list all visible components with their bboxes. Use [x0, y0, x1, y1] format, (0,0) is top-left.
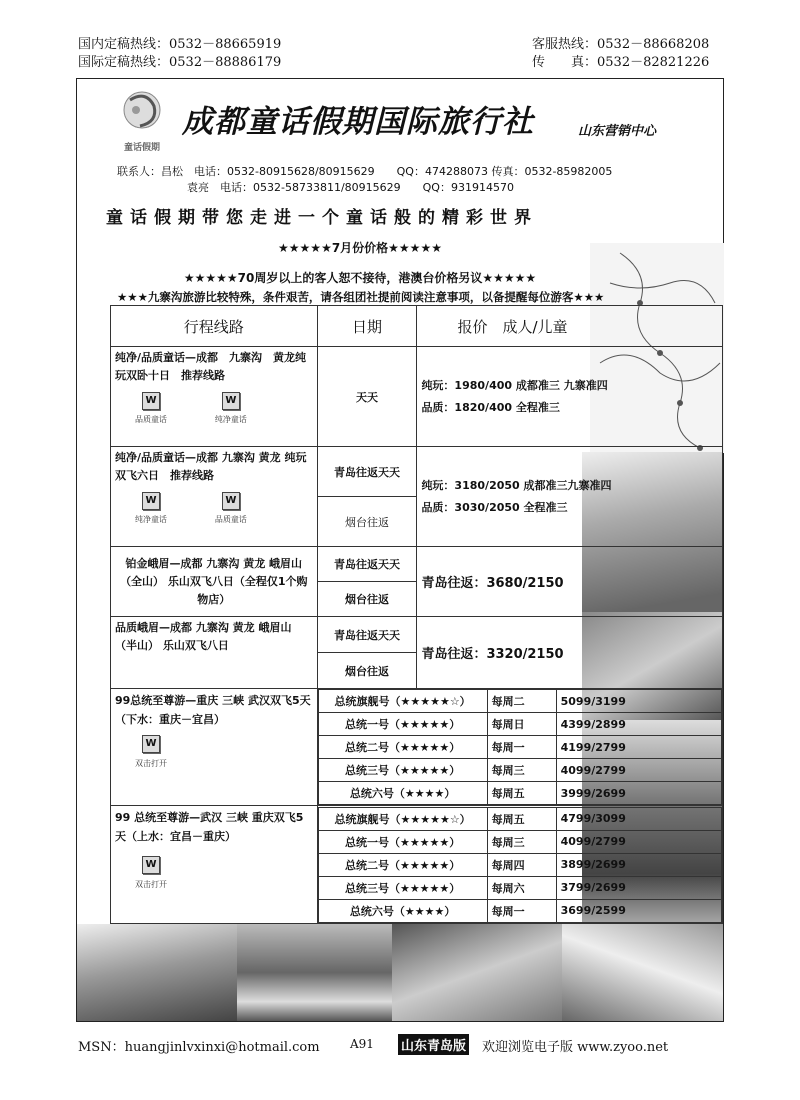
document-icon[interactable]: W: [142, 856, 160, 874]
contact-line-1: 联系人：昌松 电话：0532-80915628/80915629 QQ：474288073 传真：0532-85982005: [117, 165, 613, 178]
table-row: 99总统至尊游—重庆 三峡 武汉双飞5天（下水：重庆－宜昌） W 双击打开 总统旗舰号（★★★★★☆） 每周二 5099/3199 总统一号（★★★★★） 每周日 4399/2899 总统二号（★★★★★） 每周一 4199/2799 总统三号（★★★★★） 每周三 4099/2799 总统六号（★★★★） 每周五 3999/2699: [111, 689, 723, 806]
route-text: 99 总统至尊游—武汉 三峡 重庆双飞5天（上水：宜昌－重庆）: [115, 811, 304, 843]
date-cell: 烟台往返: [317, 497, 417, 547]
welcome-text: 欢迎浏览电子版 www.zyoo.net: [482, 1040, 669, 1055]
price-line: 青岛往返：3320/2150: [417, 617, 723, 689]
price-line: 纯玩：1980/400 成都准三 九寨准四: [421, 378, 608, 392]
price-line: 青岛往返：3680/2150: [417, 547, 723, 617]
photo-yaks: [237, 924, 392, 1021]
date-cell: 青岛往返天天: [317, 617, 417, 653]
date-cell: 烟台往返: [317, 582, 417, 617]
agency-logo: [112, 88, 172, 153]
edition-badge: 山东青岛版: [398, 1034, 469, 1055]
date-cell: 青岛往返天天: [317, 547, 417, 582]
table-header: [111, 306, 723, 347]
document-icon[interactable]: W: [142, 735, 160, 753]
marketing-center: 山东营销中心: [578, 124, 657, 139]
price-title: ★★★★★7月份价格★★★★★: [278, 241, 442, 255]
header-price: 报价 成人/儿童: [417, 306, 723, 347]
international-hotline: 国际定稿热线：0532－88886179: [78, 55, 282, 70]
price-line: 纯玩：3180/2050 成都准三九寨准四: [421, 478, 612, 492]
ship-schedule: 总统旗舰号（★★★★★☆） 每周五 4799/3099 总统一号（★★★★★） 每周三 4099/2799 总统二号（★★★★★） 每周四 3899/2699 总统三号（★★★★★） 每周六 3799/2699 总统六号（★★★★） 每周一 3699/2599: [318, 807, 722, 923]
header-route: 行程线路: [111, 306, 318, 347]
domestic-hotline: 国内定稿热线：0532－88665919: [78, 37, 282, 52]
service-hotline: 客服热线：0532－88668208: [532, 37, 710, 52]
document-icon[interactable]: W: [222, 392, 240, 410]
page-number: A91: [350, 1037, 374, 1051]
date-cell: 烟台往返: [317, 653, 417, 689]
logo-swirl-icon: [112, 88, 172, 138]
route-text: 纯净/品质童话—成都 九寨沟 黄龙 纯玩双飞六日 推荐线路: [115, 451, 307, 482]
ship-schedule: 总统旗舰号（★★★★★☆） 每周二 5099/3199 总统一号（★★★★★） 每周日 4399/2899 总统二号（★★★★★） 每周一 4199/2799 总统三号（★★★★★） 每周三 4099/2799 总统六号（★★★★） 每周五 3999/2699: [318, 689, 722, 805]
table-row: [111, 547, 723, 582]
route-text: 品质峨眉—成都 九寨沟 黄龙 峨眉山（半山） 乐山双飞八日: [111, 617, 318, 689]
table-row: 纯净/品质童话—成都 九寨沟 黄龙 纯玩双飞六日 推荐线路 W 纯净童话 W 品质童话 青岛往返天天 纯玩：3180/2050 成都准三九寨准四 品质：3030/2050 全程准三: [111, 447, 723, 497]
header-date: 日期: [317, 306, 417, 347]
photo-river: [562, 924, 723, 1021]
photo-gorge: [392, 924, 562, 1021]
msn-contact: MSN：huangjinlvxinxi@hotmail.com: [78, 1040, 320, 1055]
photo-mountain: [77, 924, 237, 1021]
document-icon[interactable]: W: [222, 492, 240, 510]
jiuzhai-notice: ★★★九寨沟旅游比较特殊，条件艰苦，请各组团社提前阅读注意事项，以备提醒每位游客★★★: [117, 290, 605, 304]
price-line: 品质：3030/2050 全程准三: [421, 500, 568, 514]
table-row: 99 总统至尊游—武汉 三峡 重庆双飞5天（上水：宜昌－重庆） W 双击打开 总统旗舰号（★★★★★☆） 每周五 4799/3099 总统一号（★★★★★） 每周三 4099/2799 总统二号（★★★★★） 每周四 3899/2699 总统三号（★★★★★） 每周六 3799/2699 总统六号（★★★★） 每周一 3699/2599: [111, 806, 723, 924]
slogan: 童话假期带您走进一个童话般的精彩世界: [106, 208, 538, 228]
price-table: [110, 305, 723, 924]
date-cell: 天天: [317, 347, 417, 447]
document-icon[interactable]: W: [142, 392, 160, 410]
route-text: 纯净/品质童话—成都 九寨沟 黄龙纯玩双卧十日 推荐线路: [115, 351, 307, 382]
date-cell: 青岛往返天天: [317, 447, 417, 497]
price-line: 品质：1820/400 全程准三: [421, 400, 560, 414]
route-text: 99总统至尊游—重庆 三峡 武汉双飞5天（下水：重庆－宜昌）: [115, 694, 311, 726]
fax-line: 传 真：0532－82821226: [532, 55, 710, 70]
contact-line-2: 袁亮 电话：0532-58733811/80915629 QQ：931914570: [187, 181, 514, 194]
logo-text: 童话假期: [123, 143, 160, 153]
table-row: 纯净/品质童话—成都 九寨沟 黄龙纯玩双卧十日 推荐线路 W 品质童话 W 纯净童话 天天 纯玩：1980/400 成都准三 九寨准四 品质：1820/400 全程准三: [111, 347, 723, 447]
table-row: [111, 617, 723, 653]
age-notice: ★★★★★70周岁以上的客人恕不接待，港澳台价格另议★★★★★: [183, 271, 537, 285]
document-icon[interactable]: W: [142, 492, 160, 510]
agency-name: 成都童话假期国际旅行社: [182, 104, 534, 140]
route-text: 铂金峨眉—成都 九寨沟 黄龙 峨眉山（全山） 乐山双飞八日（全程仅1个购物店）: [111, 547, 318, 617]
